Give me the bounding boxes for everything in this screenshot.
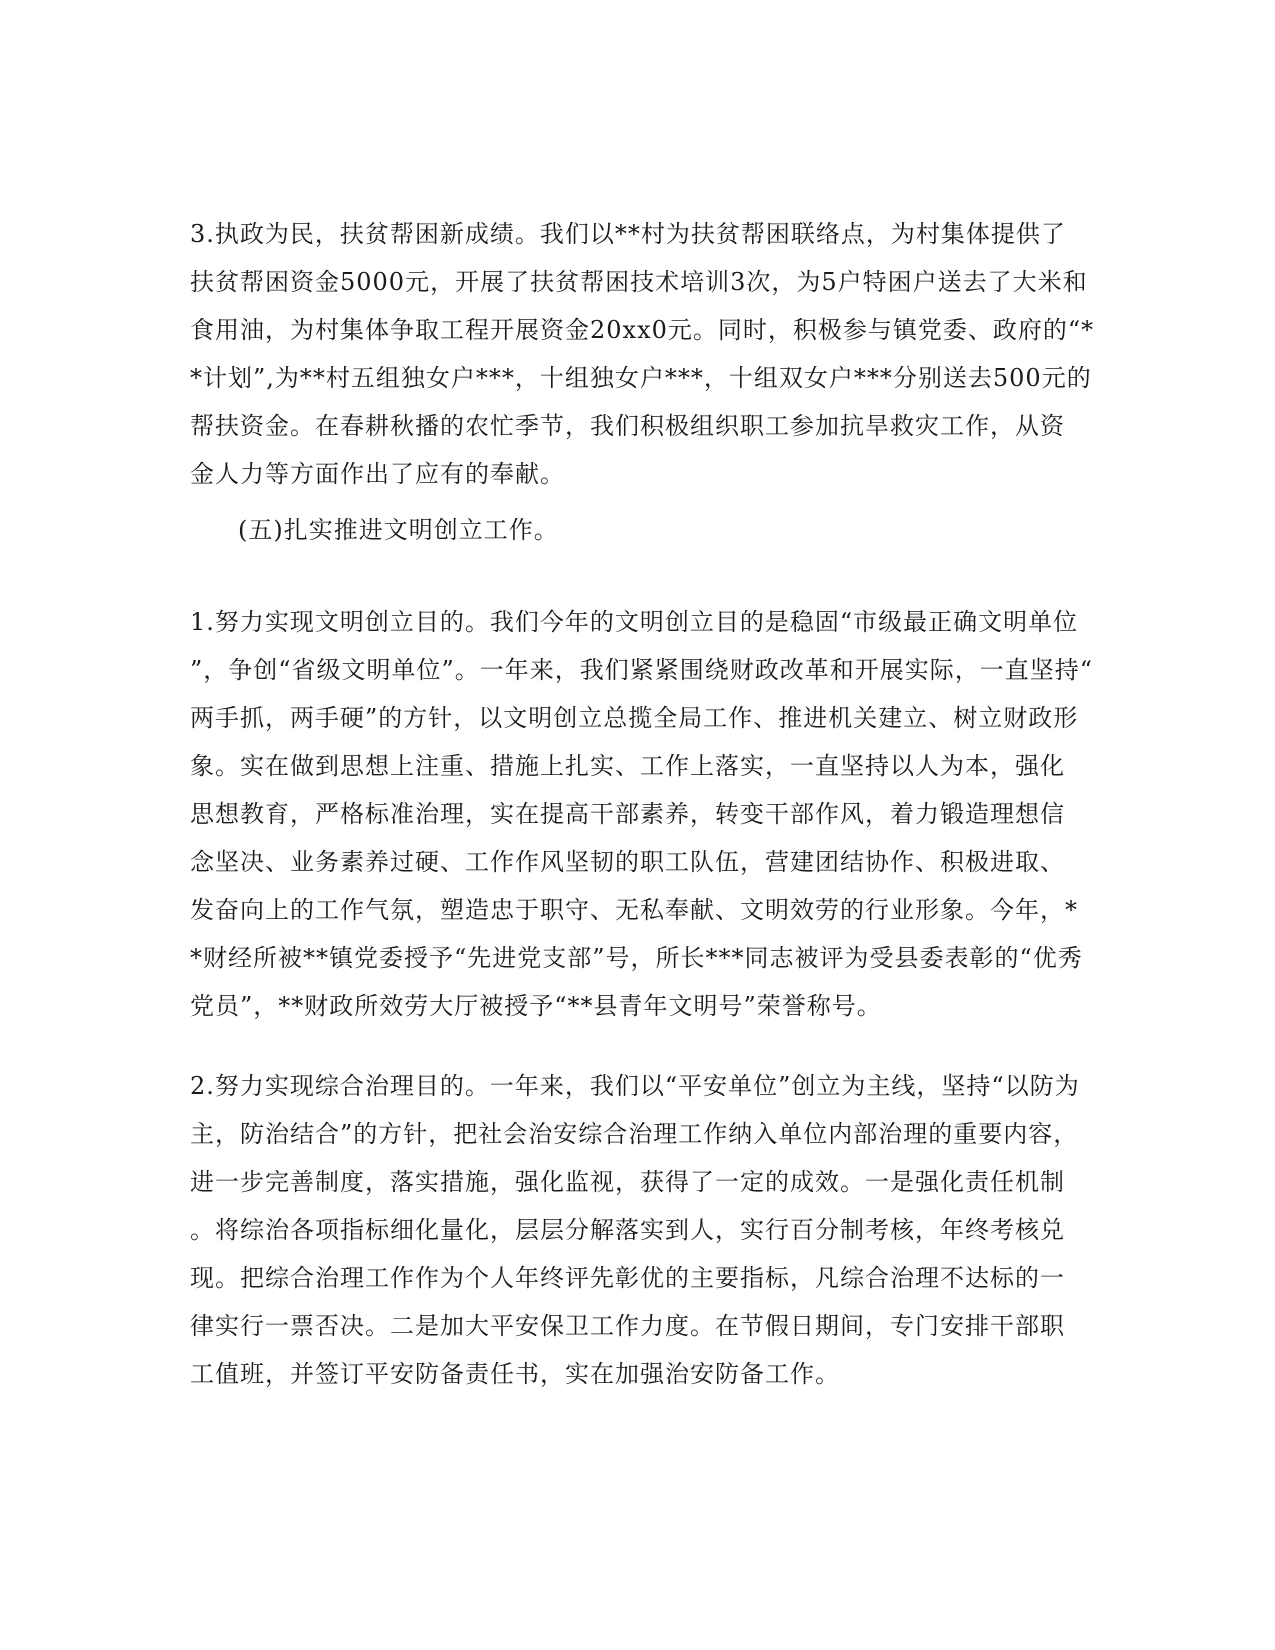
text-line: 律实行一票否决。二是加大平安保卫工作力度。在节假日期间，专门安排干部职 xyxy=(190,1312,1065,1340)
text-line: 1.努力实现文明创立目的。我们今年的文明创立目的是稳固“市级最正确文明单位 xyxy=(190,608,1079,636)
text-line: 。将综治各项指标细化量化，层层分解落实到人，实行百分制考核，年终考核兑 xyxy=(190,1216,1065,1244)
text-line: ”，争创“省级文明单位”。一年来，我们紧紧围绕财政改革和开展实际，一直坚持“ xyxy=(190,656,1094,684)
text-line: 主，防治结合”的方针，把社会治安综合治理工作纳入单位内部治理的重要内容， xyxy=(190,1120,1079,1148)
text-line: 2.努力实现综合治理目的。一年来，我们以“平安单位”创立为主线，坚持“以防为 xyxy=(190,1072,1080,1100)
text-line: 党员”，**财政所效劳大厅被授予“**县青年文明号”荣誉称号。 xyxy=(190,992,882,1020)
text-line: 帮扶资金。在春耕秋播的农忙季节，我们积极组织职工参加抗旱救灾工作，从资 xyxy=(190,412,1065,440)
text-line: 3.执政为民，扶贫帮困新成绩。我们以**村为扶贫帮困联络点，为村集体提供了 xyxy=(190,220,1066,248)
text-line: 两手抓，两手硬”的方针，以文明创立总揽全局工作、推进机关建立、树立财政形 xyxy=(190,704,1079,732)
section-heading: (五)扎实推进文明创立工作。 xyxy=(238,516,559,544)
text-line: 念坚决、业务素养过硬、工作作风坚韧的职工队伍，营建团结协作、积极进取、 xyxy=(190,848,1065,876)
paragraph-poverty-relief xyxy=(190,210,1095,498)
text-line: 工值班，并签订平安防备责任书，实在加强治安防备工作。 xyxy=(190,1360,840,1388)
text-line: 扶贫帮困资金5000元，开展了扶贫帮困技术培训3次，为5户特困户送去了大米和 xyxy=(190,268,1088,296)
text-line: 发奋向上的工作气氛，塑造忠于职守、无私奉献、文明效劳的行业形象。今年，* xyxy=(190,896,1078,924)
text-line: 进一步完善制度，落实措施，强化监视，获得了一定的成效。一是强化责任机制 xyxy=(190,1168,1065,1196)
text-line: 现。把综合治理工作作为个人年终评先彰优的主要指标，凡综合治理不达标的一 xyxy=(190,1264,1065,1292)
paragraph-comprehensive-governance xyxy=(190,1062,1090,1398)
text-line: 食用油，为村集体争取工程开展资金20xx0元。同时，积极参与镇党委、政府的“* xyxy=(190,316,1095,344)
text-line: 金人力等方面作出了应有的奉献。 xyxy=(190,460,565,488)
text-line: *计划”,为**村五组独女户***，十组独女户***，十组双女户***分别送去500元的 xyxy=(190,364,1092,392)
text-line: 思想教育，严格标准治理，实在提高干部素养，转变干部作风，着力锻造理想信 xyxy=(190,800,1065,828)
paragraph-civilization-goal xyxy=(190,598,1094,1030)
text-line: 象。实在做到思想上注重、措施上扎实、工作上落实，一直坚持以人为本，强化 xyxy=(190,752,1065,780)
text-line: *财经所被**镇党委授予“先进党支部”号，所长***同志被评为受县委表彰的“优秀 xyxy=(190,944,1083,972)
